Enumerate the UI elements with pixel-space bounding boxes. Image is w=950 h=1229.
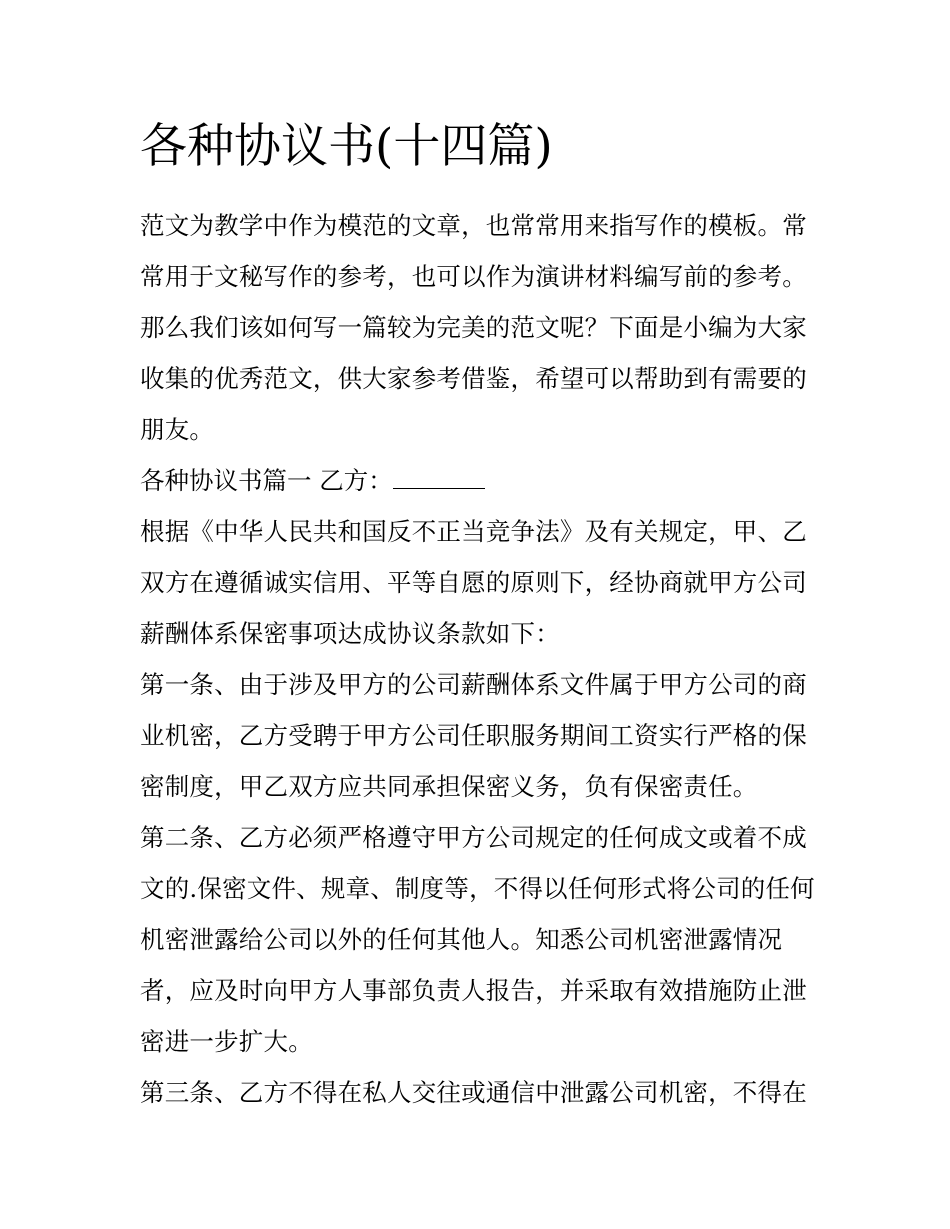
clause-paragraph-2: 第二条、乙方必须严格遵守甲方公司规定的任何成文或着不成文的.保密文件、规章、制度等，不得以任何形式将公司的任何机密泄露给公司以外的任何其他人。知悉公司机密泄露情况者，应及时向甲方人事部负责人报告，并采取有效措施防止泄密进一步扩大。 bbox=[140, 823, 815, 1056]
intro-paragraph: 范文为教学中作为模范的文章，也常常用来指写作的模板。常常用于文秘写作的参考，也可以作为演讲材料编写前的参考。那么我们该如何写一篇较为完美的范文呢？下面是小编为大家收集的优秀范文，供大家参考借鉴，希望可以帮助到有需要的朋友。 bbox=[140, 211, 807, 444]
section-heading bbox=[140, 455, 820, 506]
document-title: 各种协议书(十四篇) bbox=[140, 119, 553, 174]
clause-paragraph-1: 第一条、由于涉及甲方的公司薪酬体系文件属于甲方公司的商业机密，乙方受聘于甲方公司任职服务期间工资实行严格的保密制度，甲乙双方应共同承担保密义务，负有保密责任。 bbox=[140, 670, 807, 801]
clause-paragraph-preamble: 根据《中华人民共和国反不正当竞争法》及有关规定，甲、乙双方在遵循诚实信用、平等自愿的原则下，经协商就甲方公司薪酬体系保密事项达成协议条款如下： bbox=[140, 517, 807, 648]
section-heading-text: 各种协议书篇一 乙方： bbox=[140, 466, 393, 495]
clause-paragraph-3: 第三条、乙方不得在私人交往或通信中泄露公司机密，不得在 bbox=[140, 1078, 807, 1107]
fill-in-blank bbox=[393, 466, 485, 489]
document-page bbox=[140, 112, 820, 1118]
